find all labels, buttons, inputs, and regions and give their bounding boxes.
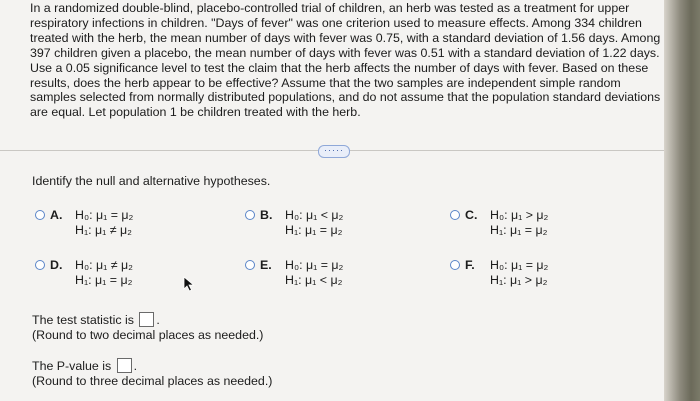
alternative-hypothesis: H₁: μ₁ = μ₂ [490,223,548,237]
mouse-pointer-icon [183,276,195,292]
test-statistic-line [32,312,263,328]
option-letter: D. [50,258,63,272]
more-options-button[interactable]: ····· [318,145,350,158]
radio-button-a[interactable] [35,210,45,220]
alternative-hypothesis: H₁: μ₁ ≠ μ₂ [75,223,132,237]
radio-button-e[interactable] [245,260,255,270]
radio-button-b[interactable] [245,210,255,220]
radio-button-f[interactable] [450,260,460,270]
p-value-note: (Round to three decimal places as needed.) [32,374,273,388]
test-statistic-section [32,312,263,343]
p-value-suffix: . [133,359,138,373]
option-c[interactable] [450,208,630,240]
p-value-section [32,358,272,389]
option-e[interactable] [245,258,425,290]
p-value-input[interactable] [117,358,132,373]
test-statistic-note: (Round to two decimal places as needed.) [32,328,264,342]
alternative-hypothesis: H₁: μ₁ > μ₂ [490,273,548,287]
alternative-hypothesis: H₁: μ₁ = μ₂ [75,273,133,287]
p-value-line [32,358,272,374]
option-letter: E. [260,258,272,272]
option-letter: A. [50,208,63,222]
null-hypothesis: H₀: μ₁ = μ₂ [490,258,549,272]
alternative-hypothesis: H₁: μ₁ = μ₂ [285,223,343,237]
radio-button-c[interactable] [450,210,460,220]
option-a[interactable] [35,208,215,240]
null-hypothesis: H₀: μ₁ > μ₂ [490,208,549,222]
option-b[interactable] [245,208,425,240]
option-letter: B. [260,208,273,222]
radio-button-d[interactable] [35,260,45,270]
option-letter: C. [465,208,478,222]
null-hypothesis: H₀: μ₁ < μ₂ [285,208,344,222]
p-value-label: The P-value is [32,359,112,373]
test-statistic-label: The test statistic is [32,313,134,327]
alternative-hypothesis: H₁: μ₁ < μ₂ [285,273,343,287]
null-hypothesis: H₀: μ₁ = μ₂ [285,258,344,272]
test-statistic-suffix: . [156,313,160,327]
null-hypothesis: H₀: μ₁ = μ₂ [75,208,134,222]
problem-statement: In a randomized double-blind, placebo-controlled trial of children, an herb was tested as a treatment for upper respiratory infections in children. "Days of fever" was one criterion used to measure effects. Among 334 children treated with the herb, the mean number of days with fever was 0.75, with a standard deviation of 1.56 days. Among 397 children given a placebo, the mean number of days with fever was 0.51 with a standard deviation of 1.22 days. Use a 0.05 significance level to test the claim that the herb affects the number of days with fever. Based on these results, does the herb appear to be effective? Assume that the two samples are independent simple random samples selected from normally distributed populations, and do not assume that the population standard deviations are equal. Let population 1 be children treated with the herb. [30,1,661,120]
option-f[interactable] [450,258,630,290]
option-letter: F. [465,258,475,272]
test-statistic-input[interactable] [139,312,154,327]
background-edge [664,0,700,401]
null-hypothesis: H₀: μ₁ ≠ μ₂ [75,258,133,272]
hypotheses-prompt: Identify the null and alternative hypotheses. [32,174,271,188]
